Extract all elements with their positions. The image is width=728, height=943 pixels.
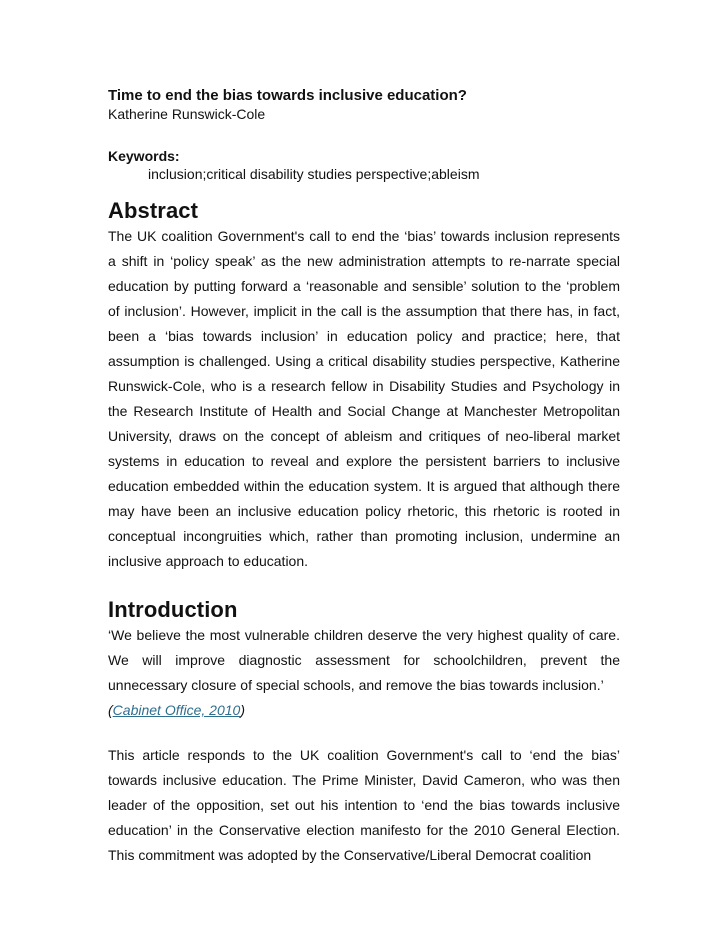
- keywords-list: inclusion;critical disability studies perspective;ableism: [148, 166, 480, 182]
- introduction-heading: Introduction: [108, 597, 238, 622]
- article-author: Katherine Runswick-Cole: [108, 106, 266, 122]
- introduction-quote: ‘We believe the most vulnerable children deserve the very highest quality of care. We will improve diagnostic assessment for schoolchildren, prevent the unnecessary closure of special schools, and remove the bias towards inclusion.’: [108, 627, 620, 693]
- introduction-paragraph: This article responds to the UK coalition Government's call to ‘end the bias’ towards inclusive education. The Prime Minister, David Cameron, who was then leader of the opposition, set out his intention to ‘end the bias towards inclusive education’ in the Conservative election manifesto for the 2010 General Election. This commitment was adopted by the Conservative/Liberal Democrat coalition: [108, 747, 620, 863]
- citation-close-paren: ): [240, 702, 245, 718]
- article-title: Time to end the bias towards inclusive education?: [108, 87, 467, 104]
- citation-link[interactable]: Cabinet Office, 2010: [112, 702, 241, 718]
- abstract-text: The UK coalition Government's call to end the ‘bias’ towards inclusion represents a shift in ‘policy speak’ as the new administration attempts to re-narrate special education by putting forward a ‘reasonable and sensible’ solution to the ‘problem of inclusion’. However, implicit in the call is the assumption that there has, in fact, been a ‘bias towards inclusion’ in education policy and practice; here, that assumption is challenged. Using a critical disability studies perspective, Katherine Runswick-Cole, who is a research fellow in Disability Studies and Psychology in the Research Institute of Health and Social Change at Manchester Metropolitan University, draws on the concept of ableism and critiques of neo-liberal market systems in education to reveal and explore the persistent barriers to inclusive education embedded within the education system. It is argued that although there may have been an inclusive education policy rhetoric, this rhetoric is rooted in conceptual incongruities which, rather than promoting inclusion, undermine an inclusive approach to education.: [108, 228, 620, 569]
- keywords-label: Keywords:: [108, 148, 180, 164]
- citation-open-paren: (: [108, 702, 113, 718]
- article-body: [108, 86, 620, 868]
- quote-citation: [108, 698, 620, 723]
- abstract-heading: Abstract: [108, 198, 199, 223]
